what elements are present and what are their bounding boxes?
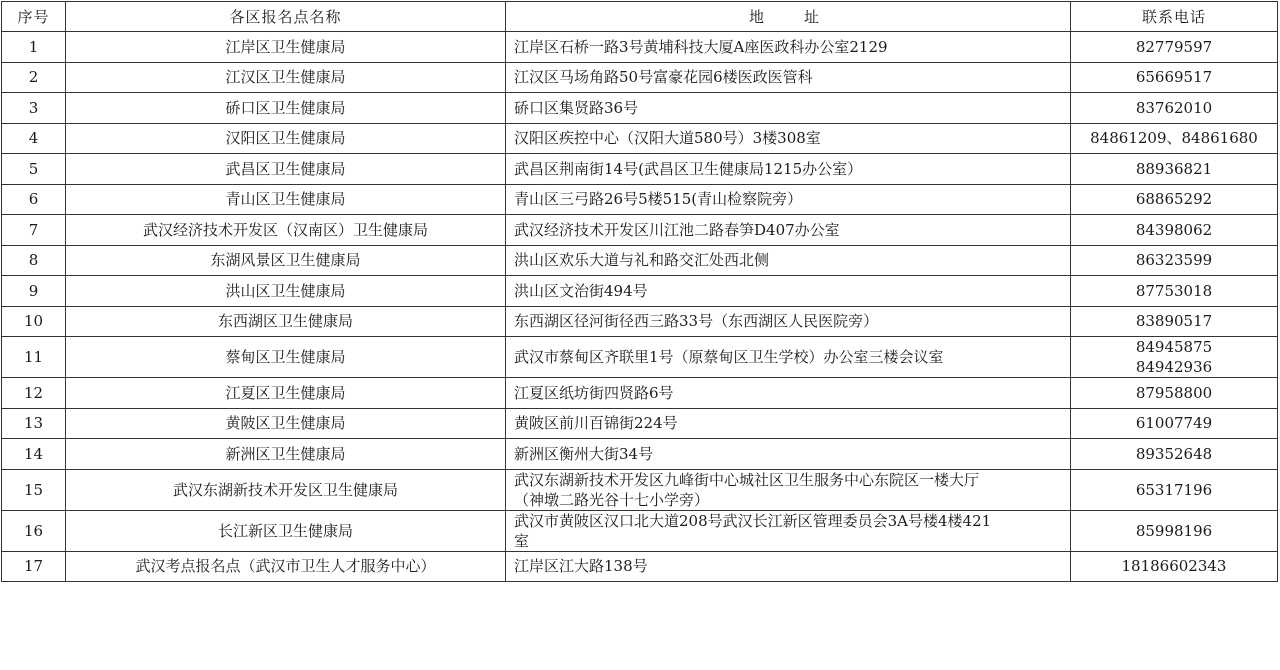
cell-address xyxy=(506,245,1071,276)
cell-no: 6 xyxy=(2,184,66,215)
phone-number: 18186602343 xyxy=(1121,557,1227,576)
cell-no: 7 xyxy=(2,215,66,246)
cell-site-name: 新洲区卫生健康局 xyxy=(66,439,506,470)
phone-number: 89352648 xyxy=(1135,444,1213,463)
phone-number: 82779597 xyxy=(1135,37,1213,56)
address-line: 洪山区欢乐大道与礼和路交汇处西北侧 xyxy=(514,251,770,270)
cell-address xyxy=(506,306,1071,337)
cell-address xyxy=(506,378,1071,409)
address-line: 黄陂区前川百锦街224号 xyxy=(514,414,678,433)
address-line: 新洲区衡州大街34号 xyxy=(514,444,654,463)
cell-address xyxy=(506,215,1071,246)
cell-no: 2 xyxy=(2,62,66,93)
cell-phone xyxy=(1071,215,1278,246)
cell-address xyxy=(506,337,1071,378)
cell-phone xyxy=(1071,337,1278,378)
cell-no: 10 xyxy=(2,306,66,337)
cell-site-name: 江汉区卫生健康局 xyxy=(66,62,506,93)
table-body xyxy=(2,32,1278,582)
table-row xyxy=(2,337,1278,378)
cell-site-name: 青山区卫生健康局 xyxy=(66,184,506,215)
cell-phone xyxy=(1071,154,1278,185)
phone-number: 61007749 xyxy=(1135,414,1213,433)
cell-address xyxy=(506,408,1071,439)
phone-number: 88936821 xyxy=(1135,159,1213,178)
address-line: 室 xyxy=(514,531,530,550)
address-line: 武汉经济技术开发区川江池二路春笋D407办公室 xyxy=(514,220,840,239)
cell-phone xyxy=(1071,469,1278,510)
table-row xyxy=(2,306,1278,337)
cell-site-name: 江夏区卫生健康局 xyxy=(66,378,506,409)
phone-number: 84398062 xyxy=(1135,220,1213,239)
address-line: （神墩二路光谷十七小学旁） xyxy=(514,490,710,509)
table-row xyxy=(2,276,1278,307)
phone-number: 83890517 xyxy=(1135,312,1213,331)
table-row xyxy=(2,408,1278,439)
phone-number: 65317196 xyxy=(1135,480,1213,499)
cell-no: 17 xyxy=(2,551,66,582)
cell-no: 9 xyxy=(2,276,66,307)
address-line: 武昌区荆南街14号(武昌区卫生健康局1215办公室） xyxy=(514,159,863,178)
cell-phone xyxy=(1071,439,1278,470)
header-no: 序号 xyxy=(2,2,66,32)
cell-site-name: 武昌区卫生健康局 xyxy=(66,154,506,185)
header-name: 各区报名点名称 xyxy=(66,2,506,32)
cell-address xyxy=(506,510,1071,551)
table-row xyxy=(2,469,1278,510)
cell-site-name: 武汉东湖新技术开发区卫生健康局 xyxy=(66,469,506,510)
header-address: 地址 xyxy=(506,2,1071,32)
phone-number: 85998196 xyxy=(1135,521,1213,540)
cell-no: 5 xyxy=(2,154,66,185)
cell-site-name: 武汉考点报名点（武汉市卫生人才服务中心） xyxy=(66,551,506,582)
address-line: 武汉东湖新技术开发区九峰街中心城社区卫生服务中心东院区一楼大厅 xyxy=(514,470,980,489)
address-line: 汉阳区疾控中心（汉阳大道580号）3楼308室 xyxy=(514,129,821,148)
address-line: 江汉区马场角路50号富豪花园6楼医政医管科 xyxy=(514,68,813,87)
table-row xyxy=(2,123,1278,154)
table-row xyxy=(2,245,1278,276)
cell-site-name: 东西湖区卫生健康局 xyxy=(66,306,506,337)
cell-address xyxy=(506,62,1071,93)
cell-no: 14 xyxy=(2,439,66,470)
cell-no: 16 xyxy=(2,510,66,551)
phone-number: 83762010 xyxy=(1135,98,1213,117)
cell-no: 13 xyxy=(2,408,66,439)
table-row xyxy=(2,62,1278,93)
phone-number: 65669517 xyxy=(1135,68,1213,87)
cell-site-name: 武汉经济技术开发区（汉南区）卫生健康局 xyxy=(66,215,506,246)
cell-phone xyxy=(1071,32,1278,63)
table-row xyxy=(2,551,1278,582)
cell-site-name: 洪山区卫生健康局 xyxy=(66,276,506,307)
cell-phone xyxy=(1071,245,1278,276)
cell-site-name: 汉阳区卫生健康局 xyxy=(66,123,506,154)
table-row xyxy=(2,510,1278,551)
address-line: 东西湖区径河街径西三路33号（东西湖区人民医院旁） xyxy=(514,312,879,331)
phone-number: 87958800 xyxy=(1135,383,1213,402)
phone-number: 84945875 xyxy=(1135,338,1213,356)
cell-no: 3 xyxy=(2,93,66,124)
table-header-row xyxy=(2,2,1278,32)
cell-site-name: 蔡甸区卫生健康局 xyxy=(66,337,506,378)
cell-address xyxy=(506,551,1071,582)
registration-sites-table xyxy=(1,1,1278,582)
cell-phone xyxy=(1071,184,1278,215)
address-line: 武汉市蔡甸区齐联里1号（原蔡甸区卫生学校）办公室三楼会议室 xyxy=(514,348,944,366)
cell-site-name: 长江新区卫生健康局 xyxy=(66,510,506,551)
cell-address xyxy=(506,123,1071,154)
cell-address xyxy=(506,276,1071,307)
table-row xyxy=(2,32,1278,63)
address-line: 硚口区集贤路36号 xyxy=(514,98,639,117)
cell-address xyxy=(506,154,1071,185)
table-row xyxy=(2,378,1278,409)
table-row xyxy=(2,215,1278,246)
table-row xyxy=(2,439,1278,470)
cell-no: 1 xyxy=(2,32,66,63)
address-line: 江岸区江大路138号 xyxy=(514,557,648,576)
cell-address xyxy=(506,439,1071,470)
cell-address xyxy=(506,469,1071,510)
phone-number: 86323599 xyxy=(1135,251,1213,270)
address-line: 江岸区石桥一路3号黄埔科技大厦A座医政科办公室2129 xyxy=(514,37,888,56)
cell-phone xyxy=(1071,378,1278,409)
cell-address xyxy=(506,184,1071,215)
cell-phone xyxy=(1071,551,1278,582)
cell-phone xyxy=(1071,93,1278,124)
phone-number: 87753018 xyxy=(1135,281,1213,300)
table-row xyxy=(2,184,1278,215)
phone-number: 84942936 xyxy=(1135,358,1213,376)
phone-number: 68865292 xyxy=(1135,190,1213,209)
cell-phone xyxy=(1071,123,1278,154)
cell-no: 11 xyxy=(2,337,66,378)
cell-address xyxy=(506,32,1071,63)
cell-phone xyxy=(1071,408,1278,439)
address-line: 江夏区纸坊街四贤路6号 xyxy=(514,383,674,402)
cell-phone xyxy=(1071,276,1278,307)
table-row xyxy=(2,93,1278,124)
address-line: 洪山区文治街494号 xyxy=(514,281,648,300)
cell-phone xyxy=(1071,306,1278,337)
address-line: 武汉市黄陂区汉口北大道208号武汉长江新区管理委员会3A号楼4楼421 xyxy=(514,511,992,530)
address-line: 青山区三弓路26号5楼515(青山检察院旁） xyxy=(514,190,803,209)
cell-no: 4 xyxy=(2,123,66,154)
phone-number: 84861209、84861680 xyxy=(1090,129,1258,148)
cell-no: 15 xyxy=(2,469,66,510)
cell-site-name: 江岸区卫生健康局 xyxy=(66,32,506,63)
cell-no: 12 xyxy=(2,378,66,409)
table-row xyxy=(2,154,1278,185)
cell-phone xyxy=(1071,510,1278,551)
cell-no: 8 xyxy=(2,245,66,276)
cell-site-name: 东湖风景区卫生健康局 xyxy=(66,245,506,276)
cell-address xyxy=(506,93,1071,124)
header-phone: 联系电话 xyxy=(1071,2,1278,32)
cell-site-name: 硚口区卫生健康局 xyxy=(66,93,506,124)
cell-site-name: 黄陂区卫生健康局 xyxy=(66,408,506,439)
cell-phone xyxy=(1071,62,1278,93)
